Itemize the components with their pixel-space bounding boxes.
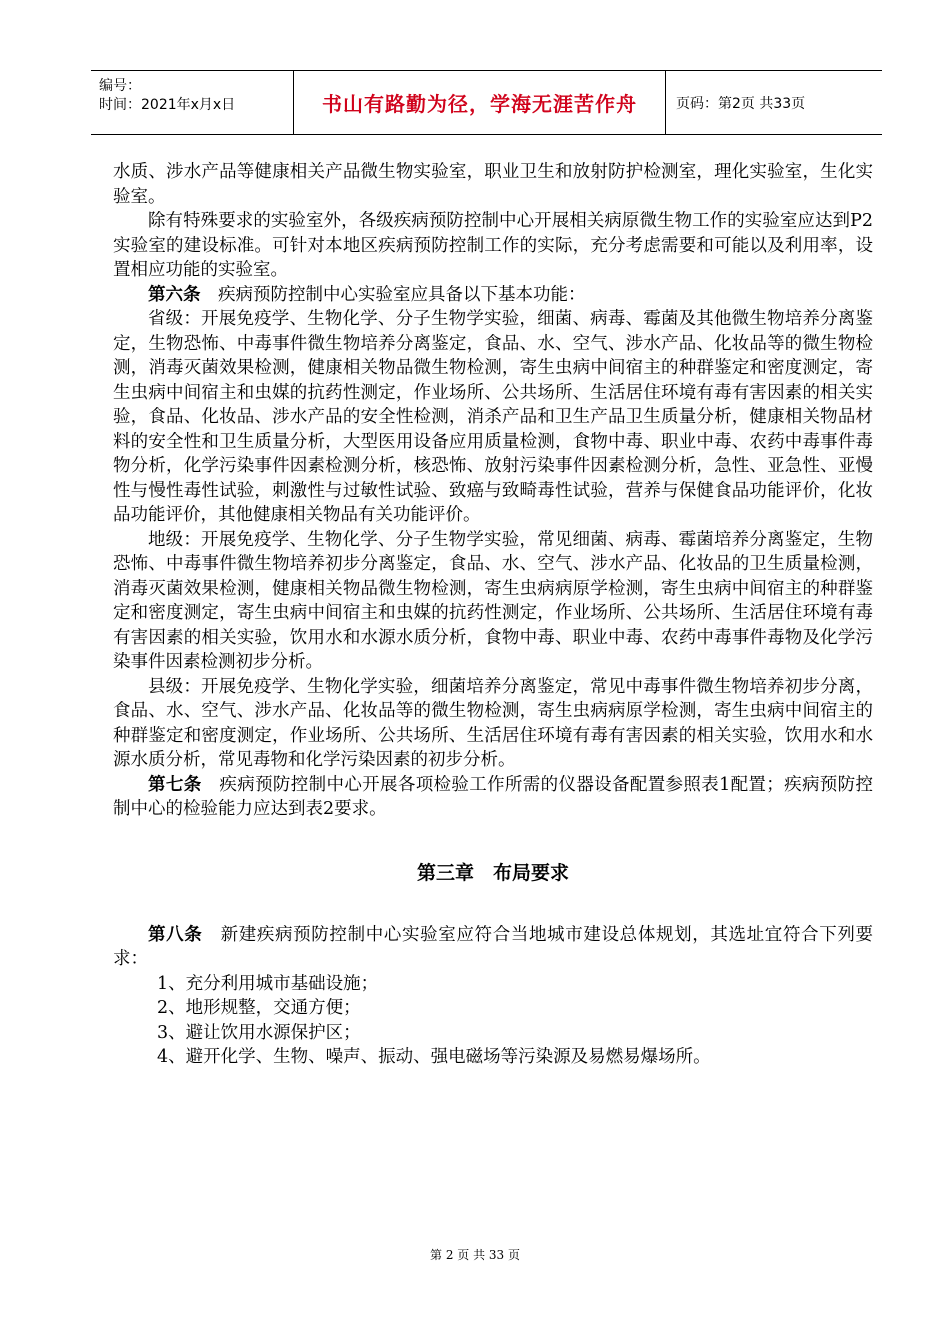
article-7 bbox=[113, 773, 873, 822]
page-footer: 第 2 页 共 33 页 bbox=[430, 1248, 520, 1262]
article-6 bbox=[113, 283, 873, 308]
paragraph-provincial: 省级：开展免疫学、生物化学、分子生物学实验，细菌、病毒、霉菌及其他微生物培养分离鉴定，生物恐怖、中毒事件微生物培养分离鉴定，食品、水、空气、涉水产品、化妆品等的微生物检测，消毒灭菌效果检测，健康相关物品微生物检测，寄生虫病中间宿主的种群鉴定和密度测定，寄生虫病中间宿主和虫媒的抗药性测定，作业场所、公共场所、生活居住环境有毒有害因素的相关实验，食品、化妆品、涉水产品的安全性检测，消杀产品和卫生产品卫生质量分析，健康相关物品材料的安全性和卫生质量分析，大型医用设备应用质量检测，食物中毒、职业中毒、农药中毒事件毒物分析，化学污染事件因素检测分析，核恐怖、放射污染事件因素检测分析，急性、亚急性、亚慢性与慢性毒性试验，刺激性与过敏性试验、致癌与致畸毒性试验，营养与保健食品功能评价，化妆品功能评价，其他健康相关物品有关功能评价。 bbox=[113, 309, 873, 525]
paragraph-county: 县级：开展免疫学、生物化学实验，细菌培养分离鉴定，常见中毒事件微生物培养初步分离，食品、水、空气、涉水产品、化妆品等的微生物检测，寄生虫病病原学检测，寄生虫病中间宿主的种群鉴定和密度测定，作业场所、公共场所、生活居住环境有毒有害因素的相关实验，饮用水和水源水质分析，常见毒物和化学污染因素的初步分析。 bbox=[113, 676, 873, 770]
paragraph: 水质、涉水产品等健康相关产品微生物实验室，职业卫生和放射防护检测室，理化实验室，生化实验室。 bbox=[113, 162, 873, 207]
article-8 bbox=[113, 923, 873, 972]
article-label: 第八条 bbox=[148, 924, 203, 945]
article-label: 第六条 bbox=[148, 284, 201, 305]
article-text: 疾病预防控制中心开展各项检验工作所需的仪器设备配置参照表1配置；疾病预防控制中心的检验能力应达到表2要求。 bbox=[113, 774, 873, 819]
header-time: 时间：2021年x月x日 bbox=[99, 97, 236, 113]
article-text: 疾病预防控制中心实验室应具备以下基本功能： bbox=[200, 284, 586, 305]
paragraph-municipal: 地级：开展免疫学、生物化学、分子生物学实验，常见细菌、病毒、霉菌培养分离鉴定，生物恐怖、中毒事件微生物培养初步分离鉴定，食品、水、空气、涉水产品、化妆品的卫生质量检测，消毒灭菌效果检测，健康相关物品微生物检测，寄生虫病病原学检测，寄生虫病中间宿主的种群鉴定和密度测定，寄生虫病中间宿主和虫媒的抗药性测定，作业场所、公共场所、生活居住环境有毒有害因素的相关实验，饮用水和水源水质分析，食物中毒、职业中毒、农药中毒事件毒物及化学污染事件因素检测初步分析。 bbox=[113, 529, 873, 672]
document-body bbox=[113, 160, 873, 1070]
list-item: 4、避开化学、生物、噪声、振动、强电磁场等污染源及易燃易爆场所。 bbox=[157, 1047, 711, 1067]
chapter-heading: 第三章 布局要求 bbox=[416, 861, 569, 884]
header-page: 页码：第2页 共33页 bbox=[676, 95, 806, 112]
list-item: 2、地形规整，交通方便； bbox=[157, 998, 361, 1018]
paragraph: 除有特殊要求的实验室外，各级疾病预防控制中心开展相关病原微生物工作的实验室应达到P2实验室的建设标准。可针对本地区疾病预防控制工作的实际，充分考虑需要和可能以及利用率，设置相应功能的实验室。 bbox=[113, 211, 873, 280]
header-motto: 书山有路勤为径，学海无涯苦作舟 bbox=[293, 71, 666, 134]
document-header bbox=[91, 70, 882, 135]
list-item: 1、充分利用城市基础设施； bbox=[157, 973, 379, 994]
header-meta bbox=[91, 71, 293, 134]
article-text: 新建疾病预防控制中心实验室应符合当地城市建设总体规划，其选址宜符合下列要求： bbox=[113, 924, 874, 969]
header-number: 编号： bbox=[99, 78, 141, 94]
list-item: 3、避让饮用水源保护区； bbox=[157, 1022, 361, 1043]
article-label: 第七条 bbox=[148, 774, 202, 795]
